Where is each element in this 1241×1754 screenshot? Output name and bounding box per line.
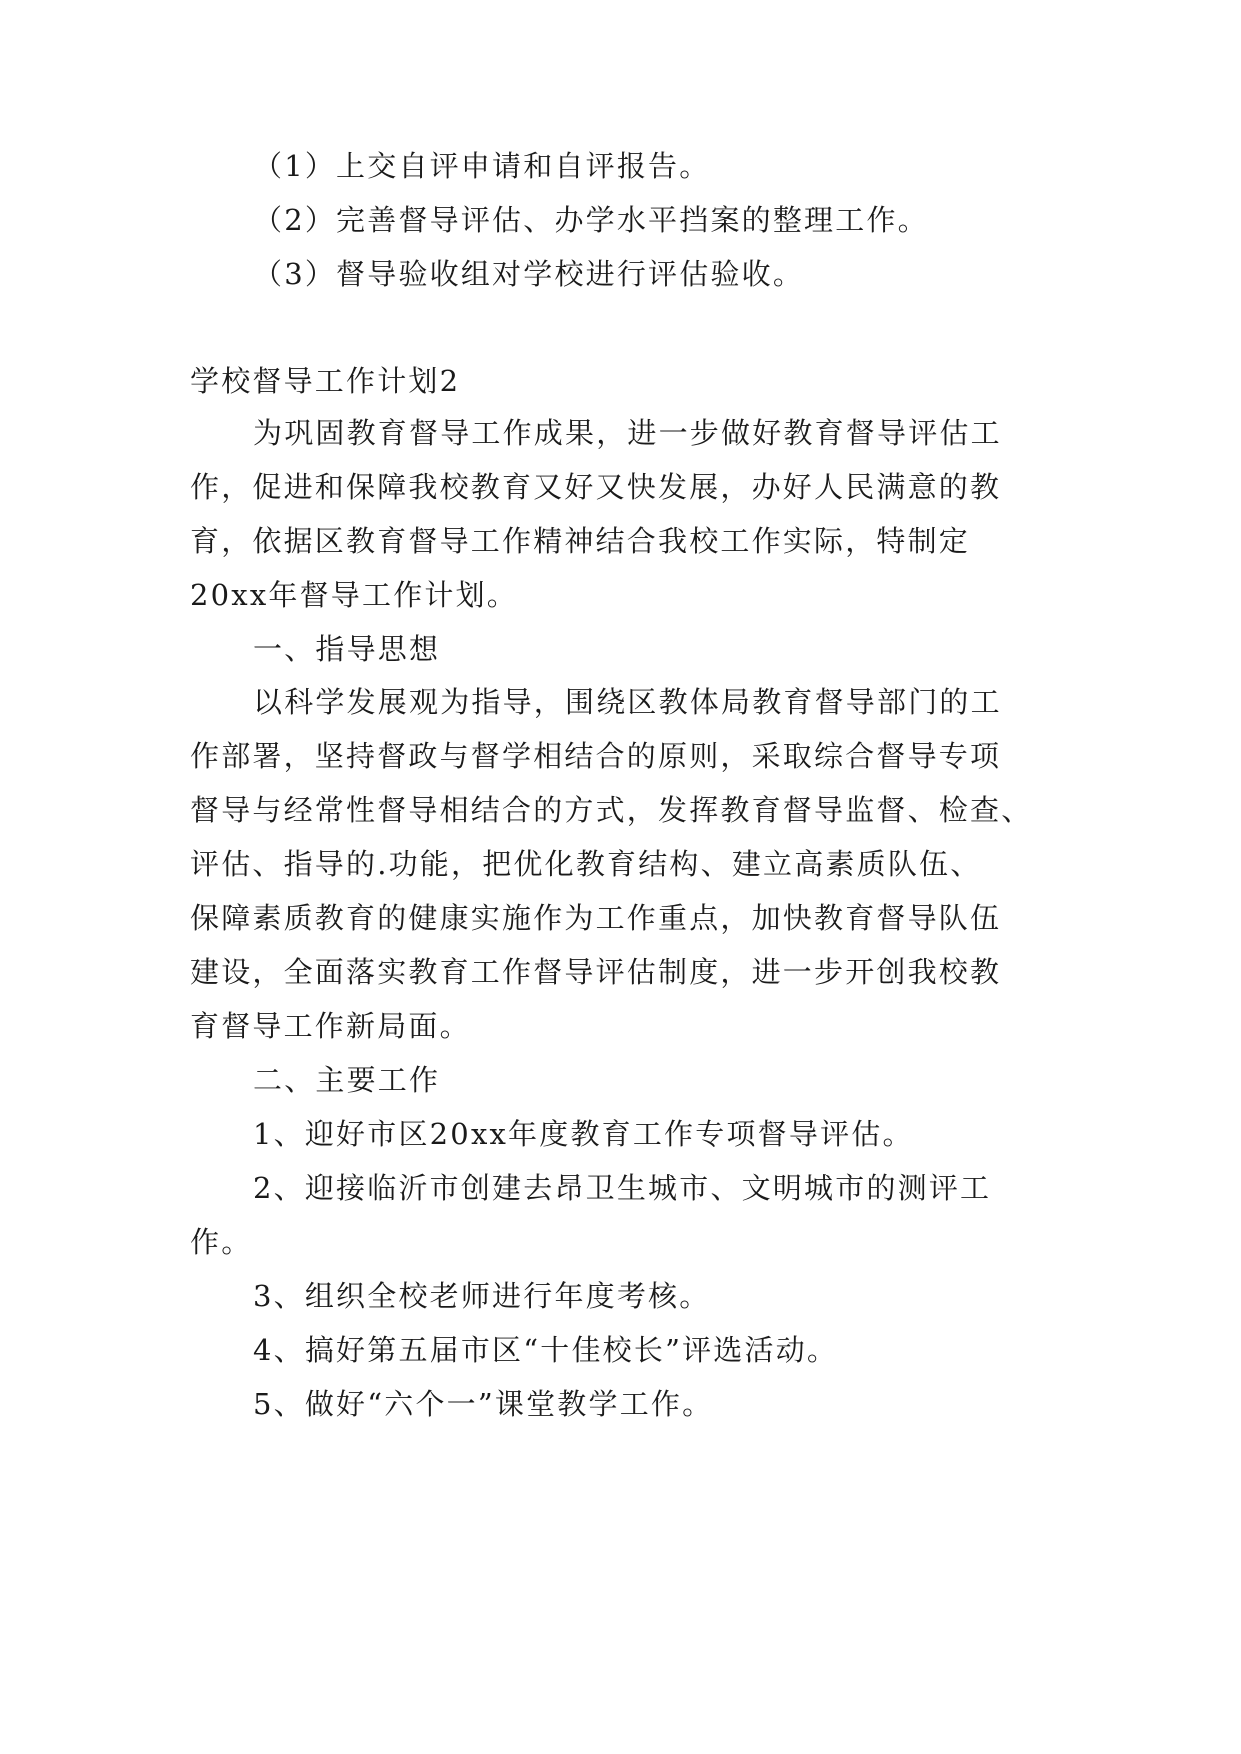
intro-line-4: 20xx年督导工作计划。 [190,578,519,612]
intro-line-2: 作，促进和保障我校教育又好又快发展，办好人民满意的教 [190,470,1002,504]
work-item-2-line-1: 2、迎接临沂市创建去昂卫生城市、文明城市的测评工 [253,1171,992,1205]
guiding-line-4: 评估、指导的.功能，把优化教育结构、建立高素质队伍、 [190,847,982,881]
list-step-2: （2）完善督导评估、办学水平挡案的整理工作。 [253,203,929,237]
heading-guiding-thought: 一、指导思想 [253,632,441,666]
guiding-line-1: 以科学发展观为指导，围绕区教体局教育督导部门的工 [253,685,1002,719]
guiding-line-2: 作部署，坚持督政与督学相结合的原则，采取综合督导专项 [190,739,1002,773]
intro-line-1: 为巩固教育督导工作成果，进一步做好教育督导评估工 [253,416,1002,450]
intro-line-3: 育，依据区教育督导工作精神结合我校工作实际，特制定 [190,524,971,558]
guiding-line-5: 保障素质教育的健康实施作为工作重点，加快教育督导队伍 [190,901,1002,935]
work-item-1: 1、迎好市区20xx年度教育工作专项督导评估。 [253,1117,914,1151]
guiding-line-6: 建设，全面落实教育工作督导评估制度，进一步开创我校教 [190,955,1002,989]
work-item-4: 4、搞好第五届市区“十佳校长”评选活动。 [253,1333,839,1367]
list-step-1: （1）上交自评申请和自评报告。 [253,149,711,183]
list-step-3: （3）督导验收组对学校进行评估验收。 [253,257,805,291]
guiding-line-3: 督导与经常性督导相结合的方式，发挥教育督导监督、检查、 [190,793,1033,827]
work-item-5: 5、做好“六个一”课堂教学工作。 [253,1387,714,1421]
heading-main-work: 二、主要工作 [253,1063,441,1097]
work-item-2-line-2: 作。 [190,1225,253,1259]
guiding-line-7: 育督导工作新局面。 [190,1009,471,1043]
section-title: 学校督导工作计划2 [190,364,461,398]
work-item-3: 3、组织全校老师进行年度考核。 [253,1279,711,1313]
